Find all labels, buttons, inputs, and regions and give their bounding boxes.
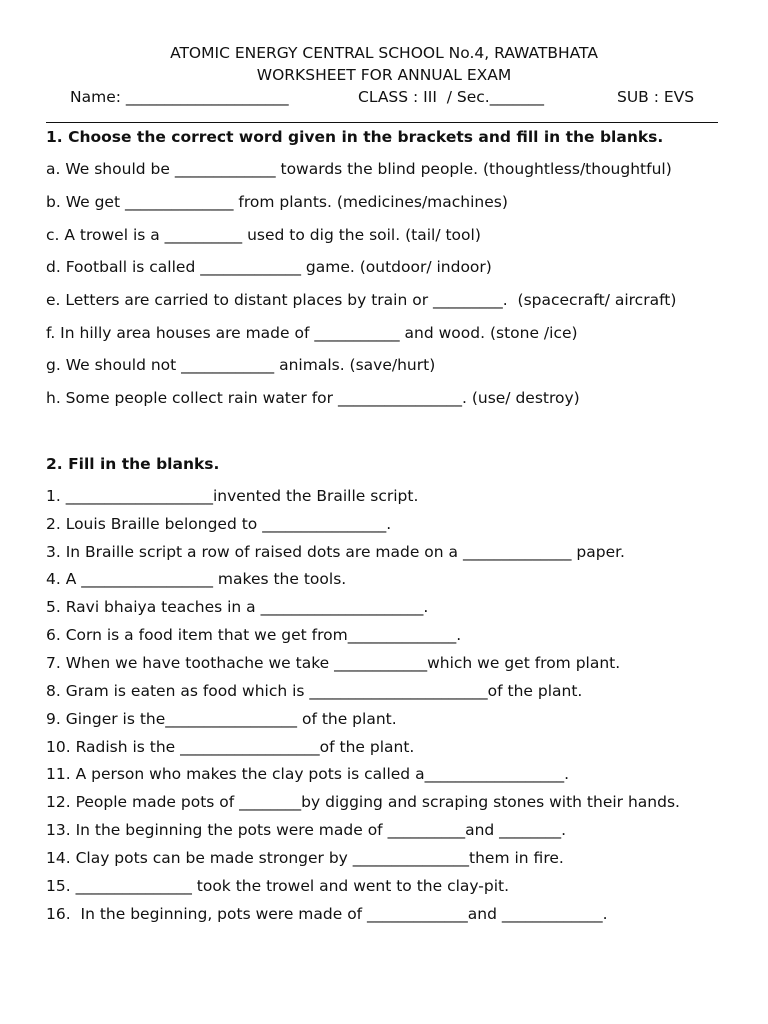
q2-item: 15. _______________ took the trowel and went to the clay-pit. [46, 877, 510, 895]
q1-item: b. We get ______________ from plants. (medicines/machines) [46, 193, 508, 211]
q1-item: a. We should be _____________ towards the blind people. (thoughtless/thoughtful) [46, 160, 672, 178]
subject-label: SUB : EVS [617, 88, 695, 106]
q2-item: 4. A _________________ makes the tools. [46, 570, 347, 588]
q2-item: 7. When we have toothache we take ____________which we get from plant. [46, 654, 621, 672]
q1-item: d. Football is called _____________ game. (outdoor/ indoor) [46, 258, 492, 276]
q2-item: 8. Gram is eaten as food which is _______________________of the plant. [46, 682, 583, 700]
name-field: Name: _____________________ [70, 88, 289, 106]
q2-item: 2. Louis Braille belonged to ________________. [46, 515, 392, 533]
q2-item: 13. In the beginning the pots were made of __________and ________. [46, 821, 567, 839]
q1-item: e. Letters are carried to distant places by train or _________. (spacecraft/ aircraft) [46, 291, 677, 309]
school-name: ATOMIC ENERGY CENTRAL SCHOOL No.4, RAWATBHATA [170, 44, 598, 62]
q2-item: 11. A person who makes the clay pots is called a__________________. [46, 765, 569, 783]
q2-item: 6. Corn is a food item that we get from______________. [46, 626, 462, 644]
q1-item: c. A trowel is a __________ used to dig the soil. (tail/ tool) [46, 226, 481, 244]
q2-item: 10. Radish is the __________________of the plant. [46, 738, 415, 756]
class-section-field: CLASS : III / Sec._______ [358, 88, 544, 106]
question-1-heading: 1. Choose the correct word given in the brackets and fill in the blanks. [46, 128, 664, 146]
q2-item: 9. Ginger is the_________________ of the plant. [46, 710, 397, 728]
q1-item: f. In hilly area houses are made of ___________ and wood. (stone /ice) [46, 324, 578, 342]
q2-item: 16. In the beginning, pots were made of _____________and _____________. [46, 905, 608, 923]
q2-item: 14. Clay pots can be made stronger by _______________them in fire. [46, 849, 564, 867]
question-2-heading: 2. Fill in the blanks. [46, 455, 220, 473]
q2-item: 12. People made pots of ________by digging and scraping stones with their hands. [46, 793, 680, 811]
q2-item: 3. In Braille script a row of raised dots are made on a ______________ paper. [46, 543, 625, 561]
q1-item: g. We should not ____________ animals. (save/hurt) [46, 356, 436, 374]
worksheet-title: WORKSHEET FOR ANNUAL EXAM [256, 66, 512, 84]
q2-item: 5. Ravi bhaiya teaches in a _____________________. [46, 598, 429, 616]
header-divider [46, 122, 718, 123]
q2-item: 1. ___________________invented the Braille script. [46, 487, 419, 505]
q1-item: h. Some people collect rain water for ________________. (use/ destroy) [46, 389, 580, 407]
